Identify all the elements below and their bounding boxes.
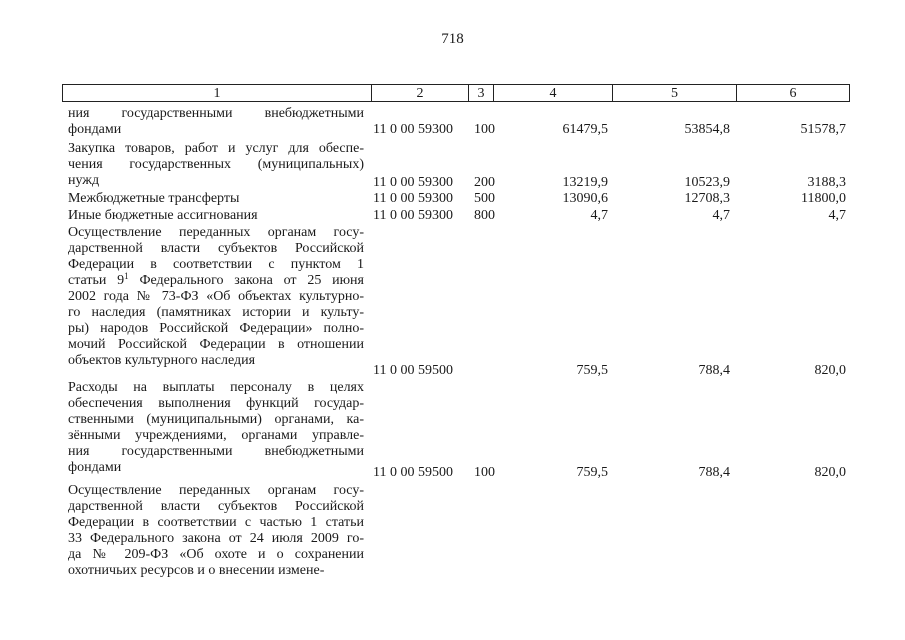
expense-type-code: 800 [474, 208, 495, 223]
description-line: го наследия (памятниках истории и культу- [68, 305, 364, 320]
description-line: охотничьих ресурсов и о внесении измене- [68, 563, 325, 578]
description-line: зёнными учреждениями, органами управле- [68, 428, 364, 443]
description-line: да № 209-ФЗ «Об охоте и о сохранении [68, 547, 364, 562]
description-line: фондами [68, 122, 122, 137]
description-line: объектов культурного наследия [68, 353, 256, 368]
superscript-marker: 1 [124, 271, 129, 281]
target-article-code: 11 0 00 59500 [373, 465, 453, 480]
description-line: ры) народов Российской Федерации» полно- [68, 321, 364, 336]
description-line: мочий Российской Федерации в отношении [68, 337, 364, 352]
row-description [68, 225, 364, 369]
amount-col5: 788,4 [698, 363, 730, 378]
expense-type-code: 500 [474, 191, 495, 206]
target-article-code: 11 0 00 59300 [373, 191, 453, 206]
description-line: Закупка товаров, работ и услуг для обеспе- [68, 141, 364, 156]
description-fragment: статьи 9 [68, 273, 125, 288]
amount-col6: 11800,0 [801, 191, 846, 206]
description-line: нужд [68, 173, 100, 188]
description-fragment: Федерального закона от 25 июня [128, 273, 364, 288]
description-line: обеспечения выполнения функций государ- [68, 396, 364, 411]
description-line: ния государственными внебюджетными [68, 444, 364, 459]
amount-col5: 10523,9 [684, 175, 730, 190]
amount-col4: 4,7 [590, 208, 608, 223]
description-line: ственными (муниципальными) органами, ка- [68, 412, 364, 427]
row-description [68, 106, 364, 138]
expense-type-code: 100 [474, 122, 495, 137]
column-header-2: 2 [416, 86, 424, 101]
target-article-code: 11 0 00 59300 [373, 208, 453, 223]
row-description [68, 191, 364, 207]
description-line: Расходы на выплаты персоналу в целях [68, 380, 364, 395]
page-number: 718 [441, 31, 464, 47]
expense-type-code: 200 [474, 175, 495, 190]
description-line: Осуществление переданных органам госу- [68, 225, 364, 240]
row-description [68, 380, 364, 476]
description-line: 2002 года № 73-ФЗ «Об объектах культурно- [68, 289, 364, 304]
target-article-code: 11 0 00 59300 [373, 175, 453, 190]
amount-col6: 4,7 [828, 208, 846, 223]
amount-col4: 61479,5 [562, 122, 608, 137]
description-line: дарственной власти субъектов Российской [68, 499, 364, 514]
description-line: Межбюджетные трансферты [68, 191, 240, 206]
amount-col5: 12708,3 [684, 191, 730, 206]
column-header-4: 4 [549, 86, 557, 101]
expense-type-code: 100 [474, 465, 495, 480]
description-line: Федерации в соответствии с частью 1 статьи [68, 515, 364, 530]
description-line: Осуществление переданных органам госу- [68, 483, 364, 498]
column-header-1: 1 [213, 86, 221, 101]
amount-col6: 3188,3 [807, 175, 846, 190]
column-header-6: 6 [789, 86, 797, 101]
description-line: ния государственными внебюджетными [68, 106, 364, 121]
amount-col6: 820,0 [814, 363, 846, 378]
amount-col4: 759,5 [576, 363, 608, 378]
row-description [68, 208, 364, 224]
amount-col5: 53854,8 [684, 122, 730, 137]
amount-col5: 788,4 [698, 465, 730, 480]
amount-col6: 820,0 [814, 465, 846, 480]
amount-col6: 51578,7 [800, 122, 846, 137]
description-line-with-superscript [68, 273, 364, 289]
description-line: Федерации в соответствии с пунктом 1 [68, 257, 364, 272]
amount-col4: 759,5 [576, 465, 608, 480]
description-line: чения государственных (муниципальных) [68, 157, 364, 172]
column-header-5: 5 [671, 86, 678, 101]
amount-col4: 13090,6 [562, 191, 608, 206]
row-description [68, 483, 364, 579]
target-article-code: 11 0 00 59500 [373, 363, 453, 378]
description-line: 33 Федерального закона от 24 июля 2009 го- [68, 531, 364, 546]
description-line: фондами [68, 460, 122, 475]
table-column-header [62, 84, 850, 102]
row-description [68, 141, 364, 189]
description-line: Иные бюджетные ассигнования [68, 208, 258, 223]
target-article-code: 11 0 00 59300 [373, 122, 453, 137]
amount-col5: 4,7 [712, 208, 730, 223]
amount-col4: 13219,9 [562, 175, 608, 190]
description-line: дарственной власти субъектов Российской [68, 241, 364, 256]
column-header-3: 3 [477, 86, 485, 101]
